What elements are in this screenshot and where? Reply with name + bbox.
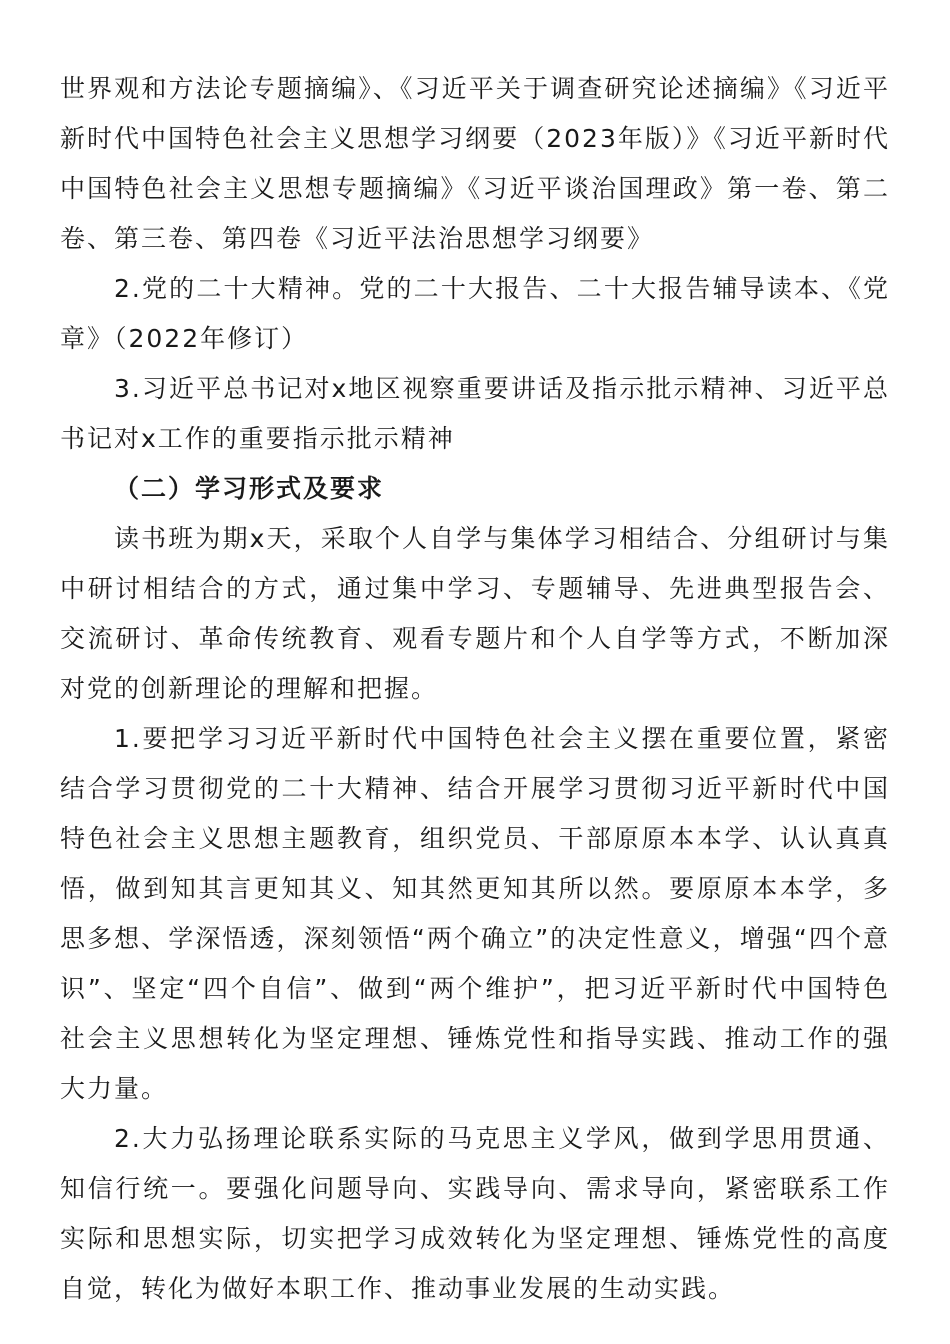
section-heading: （二）学习形式及要求 xyxy=(114,474,385,503)
reading-list-continued: 世界观和方法论专题摘编》、《习近平关于调查研究论述摘编》《习近平新时代中国特色社会主义思想学习纲要（2023年版）》《习近平新时代中国特色社会主义思想专题摘编》《习近平谈治国理政》第一卷、第二卷、第三卷、第四卷《习近平法治思想学习纲要》 xyxy=(60,74,890,253)
requirement-2: 2.大力弘扬理论联系实际的马克思主义学风，做到学思用贯通、知信行统一。要强化问题导向、实践导向、需求导向，紧密联系工作实际和思想实际，切实把学习成效转化为坚定理想、锤炼党性的高度自觉，转化为做好本职工作、推动事业发展的生动实践。 xyxy=(60,1124,890,1303)
intro-paragraph: 读书班为期x天，采取个人自学与集体学习相结合、分组研讨与集中研讨相结合的方式，通过集中学习、专题辅导、先进典型报告会、交流研讨、革命传统教育、观看专题片和个人自学等方式，不断加深对党的创新理论的理解和把握。 xyxy=(60,524,890,703)
list-item-party-congress: 2.党的二十大精神。党的二十大报告、二十大报告辅导读本、《党章》（2022年修订） xyxy=(60,274,890,353)
document-page xyxy=(60,64,890,1314)
list-item-instructions: 3.习近平总书记对x地区视察重要讲话及指示批示精神、习近平总书记对x工作的重要指示批示精神 xyxy=(60,374,890,453)
requirement-1: 1.要把学习习近平新时代中国特色社会主义摆在重要位置，紧密结合学习贯彻党的二十大精神、结合开展学习贯彻习近平新时代中国特色社会主义思想主题教育，组织党员、干部原原本本学、认认真真悟，做到知其言更知其义、知其然更知其所以然。要原原本本学，多思多想、学深悟透，深刻领悟“两个确立”的决定性意义，增强“四个意识”、坚定“四个自信”、做到“两个维护”，把习近平新时代中国特色社会主义思想转化为坚定理想、锤炼党性和指导实践、推动工作的强大力量。 xyxy=(60,724,890,1103)
